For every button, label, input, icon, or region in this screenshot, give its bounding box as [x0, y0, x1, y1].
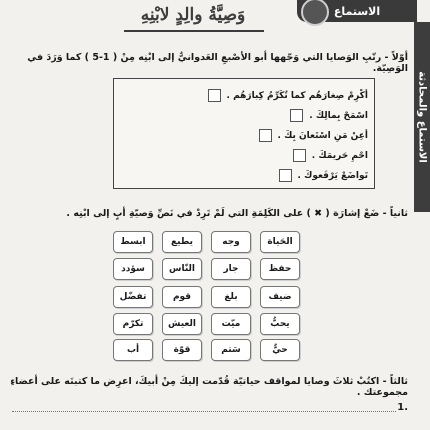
word-card[interactable]: تفضّل	[113, 286, 153, 308]
checklist-item-text: أعِنْ مَنِ اسْتَعانَ بِكَ .	[277, 130, 368, 141]
question-2-text: ثانياً - ضَعْ إشارَة ( ✖ ) على الكَلِمَةِ التي لَمْ تَرِدْ في نَصِّ وَصيّةِ أبٍ إلى ابْنِه .	[66, 208, 408, 219]
word-card[interactable]: يحبُّ	[260, 313, 300, 335]
listening-emblem-icon	[301, 0, 329, 26]
word-card[interactable]: سؤدد	[113, 258, 153, 280]
word-card[interactable]: النّاس	[162, 258, 202, 280]
word-card[interactable]: الحَياة	[260, 231, 300, 253]
word-card[interactable]: أب	[113, 339, 153, 361]
checklist-item	[208, 89, 368, 102]
checklist-item	[279, 169, 368, 182]
checklist-item-text: اسْمَحْ بِمالِكَ .	[309, 110, 368, 121]
word-grid	[113, 229, 304, 365]
side-strip	[414, 22, 430, 212]
section-tab-label: الاستماع	[333, 4, 381, 18]
order-box[interactable]	[279, 169, 292, 182]
question-3-text: ثالثاً - اكتُبْ ثلاثَ وصايا لمواقف حياتيّة قُدّمت إليكَ مِنْ أبيكَ، اعرِض ما كتبتَه على أعضاءِ مجموعتك .	[10, 376, 408, 398]
word-card[interactable]: تكرّم	[113, 313, 153, 335]
checklist-item-text: تَواضَعْ يَرْفَعوكَ .	[297, 170, 368, 181]
word-card[interactable]: جار	[211, 258, 251, 280]
ordering-checklist	[113, 78, 375, 189]
word-card[interactable]: قوم	[162, 286, 202, 308]
word-card[interactable]: وجه	[211, 231, 251, 253]
word-card[interactable]: بلغ	[211, 286, 251, 308]
word-card[interactable]: حفظ	[260, 258, 300, 280]
checklist-item	[290, 109, 368, 122]
question-1-text: أوّلاً - رتّبِ الوَصايا التي وَجّهها أبو الأصْبعِ العَدوانيُّ إلى ابْنِه مِنْ ( 1-5 ) كما وَرَدَ في الوَصِيّة.	[27, 52, 408, 74]
word-card[interactable]: قوّة	[162, 339, 202, 361]
word-card[interactable]: العيش	[162, 313, 202, 335]
word-card[interactable]: سَتم	[211, 339, 251, 361]
order-box[interactable]	[290, 109, 303, 122]
checklist-item-text: أكْرِمْ صِغارَهُم كما تُكَرِّمُ كِبارَهُم .	[226, 90, 368, 101]
word-card[interactable]: ضيف	[260, 286, 300, 308]
answer-line-number: 1.	[397, 402, 408, 413]
word-card[interactable]: يطيع	[162, 231, 202, 253]
order-box[interactable]	[259, 129, 272, 142]
side-strip-label: الاستماع والمحادثة	[416, 71, 428, 163]
word-card[interactable]: حيٌّ	[260, 339, 300, 361]
title-underline	[124, 30, 264, 32]
checklist-item	[259, 129, 368, 142]
lesson-title: وَصِيَّةُ والِدٍ لابْنِهِ	[140, 5, 246, 25]
order-box[interactable]	[208, 89, 221, 102]
order-box[interactable]	[293, 149, 306, 162]
checklist-item-text: احْمِ حَريمَكَ .	[311, 150, 368, 161]
answer-line[interactable]	[12, 411, 396, 412]
word-card[interactable]: ابسط	[113, 231, 153, 253]
word-card[interactable]: ميّت	[211, 313, 251, 335]
checklist-item	[293, 149, 368, 162]
